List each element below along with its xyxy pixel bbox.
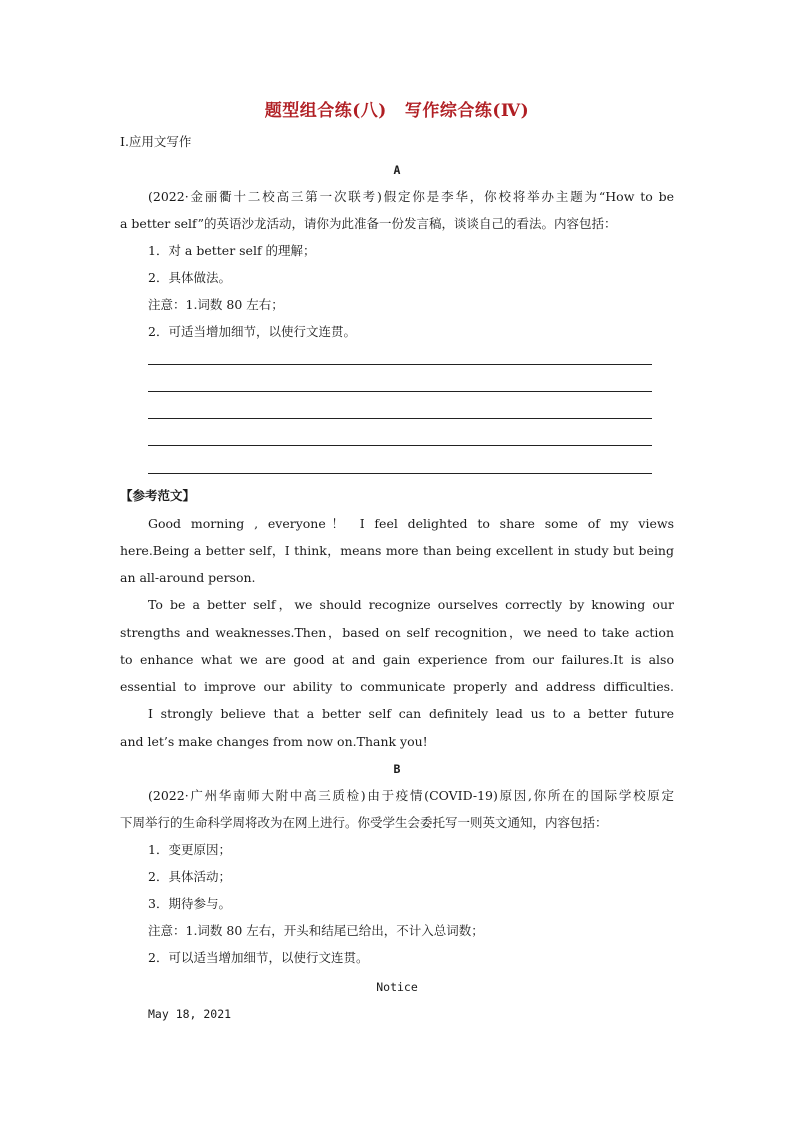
task-b-prompt-line1: (2022·广州华南师大附中高三质检)由于疫情(COVID-19)原因,你所在的国际学校原定 <box>148 788 674 803</box>
task-a-note1: 注意：1.词数 80 左右； <box>148 297 284 312</box>
sample-line: and let’s make changes from now on.Thank you! <box>120 734 428 749</box>
sample-line: an all-around person. <box>120 570 256 585</box>
notice-title: Notice <box>376 980 418 994</box>
answer-line <box>148 364 652 365</box>
sample-line: strengths and weaknesses.Then，based on self recognition，we need to take action <box>120 625 674 640</box>
task-b-point2: 2．具体活动； <box>148 869 231 884</box>
task-b-point3: 3．期待参与。 <box>148 896 231 911</box>
task-b-prompt-line2: 下周举行的生命科学周将改为在网上进行。你受学生会委托写一则英文通知，内容包括： <box>120 815 608 830</box>
task-a-point2: 2．具体做法。 <box>148 270 231 285</box>
sample-line: essential to improve our ability to communicate properly and address difficulties. <box>120 679 674 694</box>
task-a-label: A <box>393 163 401 177</box>
answer-line <box>148 445 652 446</box>
task-a-prompt-line1: (2022·金丽衢十二校高三第一次联考)假定你是李华，你校将举办主题为“How to be <box>148 189 674 204</box>
task-b-point1: 1．变更原因； <box>148 842 231 857</box>
answer-line <box>148 418 652 419</box>
page-title <box>0 96 794 121</box>
task-a-prompt-line2: a better self”的英语沙龙活动，请你为此准备一份发言稿，谈谈自己的看法。内容包括： <box>120 216 617 231</box>
notice-date: May 18, 2021 <box>148 1007 232 1021</box>
section-heading: Ⅰ.应用文写作 <box>120 134 192 149</box>
answer-line <box>148 473 652 474</box>
task-a-point1: 1．对 a better self 的理解； <box>148 243 316 258</box>
task-b-label: B <box>393 762 401 776</box>
answer-line <box>148 391 652 392</box>
sample-line: Good morning , everyone！ I feel delighted to share some of my views <box>148 516 674 531</box>
sample-line: here.Being a better self，I think，means more than being excellent in study but being <box>120 543 674 558</box>
sample-line: to enhance what we are good at and gain experience from our failures.It is also <box>120 652 674 667</box>
sample-heading: 【参考范文】 <box>120 488 196 503</box>
sample-line: I strongly believe that a better self can definitely lead us to a better future <box>148 706 674 721</box>
task-b-note2: 2．可以适当增加细节，以使行文连贯。 <box>148 950 369 965</box>
task-b-note1: 注意：1.词数 80 左右，开头和结尾已给出，不计入总词数； <box>148 923 484 938</box>
task-a-note2: 2．可适当增加细节，以使行文连贯。 <box>148 324 356 339</box>
title-part2: 写作综合练(Ⅳ) <box>404 101 530 121</box>
title-part1: 题型组合练(八) <box>264 101 387 121</box>
sample-line: To be a better self，we should recognize ourselves correctly by knowing our <box>148 597 674 612</box>
